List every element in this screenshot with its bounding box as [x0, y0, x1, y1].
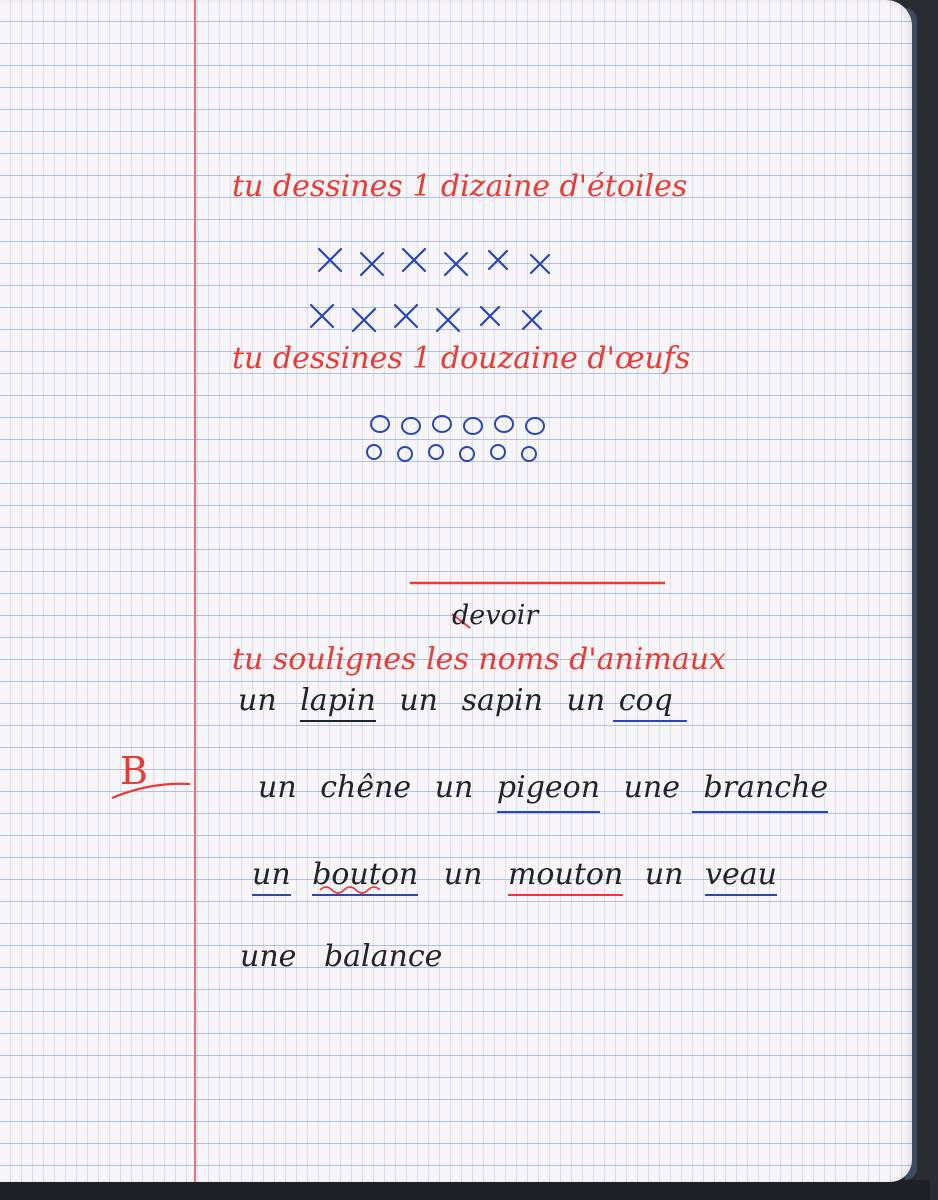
word: un: [399, 683, 439, 718]
word-line-1: [238, 683, 673, 718]
word: un: [566, 683, 606, 718]
egg-mark: [460, 447, 474, 461]
word: chêne: [320, 770, 412, 805]
word-text: pigeon: [496, 770, 601, 805]
underline: [252, 894, 291, 896]
word-branche: [703, 770, 829, 805]
egg-marks: [367, 416, 544, 461]
word-text: coq: [618, 683, 673, 718]
star-mark: [437, 309, 459, 331]
word-animal: [618, 683, 673, 718]
word-animal: [312, 857, 419, 892]
star-mark: [395, 305, 417, 327]
word: sapin: [461, 683, 543, 718]
star-mark: [445, 253, 467, 275]
star-mark: [523, 311, 541, 329]
word-animal: [705, 857, 777, 892]
word-text: veau: [705, 857, 777, 892]
word: balance: [323, 939, 443, 974]
word-animal: [496, 770, 601, 805]
star-mark: [403, 249, 425, 271]
egg-mark: [398, 447, 412, 461]
underline: [692, 811, 829, 813]
word-text: lapin: [300, 683, 376, 718]
star-mark: [531, 255, 549, 273]
word: un: [238, 683, 277, 718]
word: une: [623, 770, 680, 805]
word-line-3: [252, 857, 777, 892]
egg-mark: [522, 447, 536, 461]
desk-background: [0, 1180, 930, 1200]
underline: [705, 894, 777, 896]
star-mark: [361, 253, 383, 275]
star-mark: [481, 307, 499, 325]
underline: [312, 894, 418, 896]
star-mark: [319, 249, 341, 271]
word-text: un: [252, 857, 291, 892]
word: un: [434, 770, 474, 805]
egg-mark: [433, 416, 451, 432]
egg-mark: [367, 445, 381, 459]
word: un: [644, 857, 684, 892]
grade-mark: B: [120, 749, 148, 793]
egg-mark: [526, 418, 544, 434]
star-mark: [489, 251, 507, 269]
egg-mark: [371, 416, 389, 432]
star-mark: [311, 305, 333, 327]
egg-mark: [429, 445, 443, 459]
word-text: branche: [703, 770, 829, 805]
underline: [497, 811, 600, 813]
word-animal: [507, 857, 624, 892]
egg-mark: [402, 418, 420, 434]
word-animal: [300, 683, 376, 718]
egg-mark: [491, 445, 505, 459]
instruction-douzaine: tu dessines 1 douzaine d'œufs: [232, 341, 691, 376]
underline: [613, 720, 687, 722]
word-text: bouton: [312, 857, 419, 892]
word: [252, 857, 291, 892]
devoir-title: devoir: [452, 600, 539, 631]
devoir-instruction: tu soulignes les noms d'animaux: [232, 642, 726, 677]
word: un: [443, 857, 483, 892]
underline: [508, 894, 623, 896]
word-line-4: [240, 939, 443, 974]
underline: [300, 720, 376, 722]
star-marks: [311, 249, 549, 331]
instruction-dizaine: tu dessines 1 dizaine d'étoiles: [232, 169, 688, 204]
word-text: mouton: [507, 857, 624, 892]
egg-mark: [464, 418, 482, 434]
word: un: [258, 770, 297, 805]
word: une: [240, 939, 297, 974]
star-mark: [353, 309, 375, 331]
egg-mark: [495, 416, 513, 432]
word-line-2: [258, 770, 829, 805]
